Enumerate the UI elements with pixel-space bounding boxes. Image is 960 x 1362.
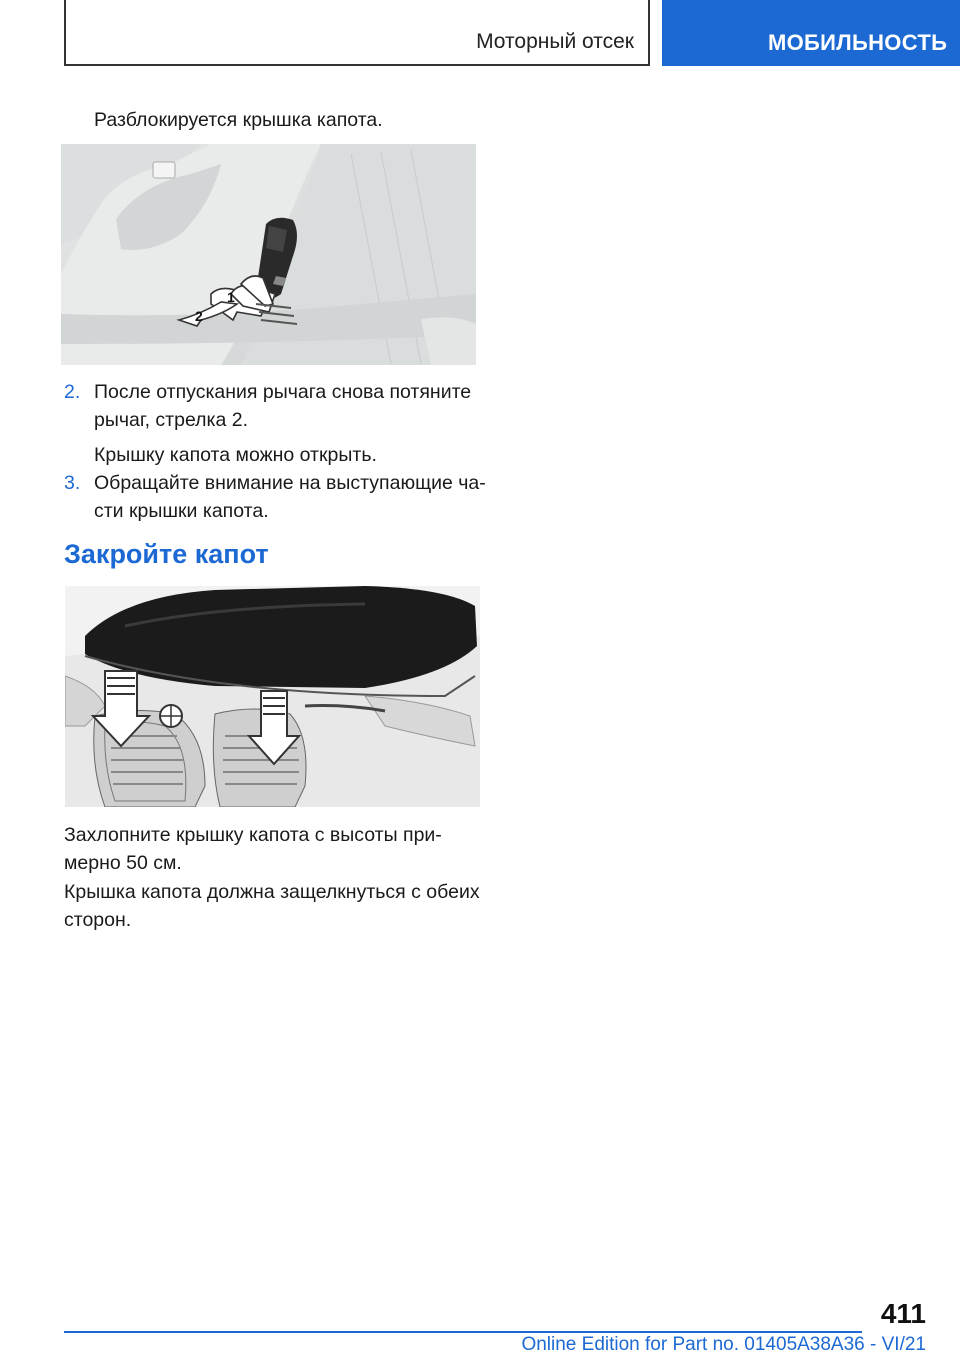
step-3-number: 3. <box>64 472 81 494</box>
close-para-2-line-1: Крышка капота должна защелкнуться с обеих <box>64 881 480 903</box>
page-number: 411 <box>880 1298 926 1329</box>
close-hood-figure <box>65 586 480 807</box>
close-para-1-line-1: Захлопните крышку капота с высоты при- <box>64 824 442 846</box>
callout-1-label: 1 <box>227 289 235 305</box>
close-para-1-line-2: мерно 50 см. <box>64 852 182 874</box>
step-2-line-1: После отпускания рычага снова потяните <box>94 381 472 403</box>
header-section-title: Моторный отсек <box>476 30 634 53</box>
footer-divider <box>64 1331 862 1333</box>
step-2-number: 2. <box>64 381 81 403</box>
step-2-line-2: рычаг, стрелка 2. <box>94 409 249 431</box>
hood-release-lever-figure <box>61 144 476 365</box>
header-chapter-tab[interactable]: МОБИЛЬНОСТЬ <box>662 0 960 66</box>
close-hood-heading: Закройте капот <box>64 539 269 569</box>
callout-2-label: 2 <box>195 308 203 324</box>
step-3-line-1: Обращайте внимание на выступающие ча- <box>94 472 486 494</box>
close-para-2-line-2: сторон. <box>64 909 132 931</box>
header-frame <box>64 0 650 66</box>
step-2-note: Крышку капота можно открыть. <box>94 444 377 466</box>
footer-edition-text: Online Edition for Part no. 01405A38A36 - VI/21 <box>521 1334 926 1355</box>
step-3-line-2: сти крышки капота. <box>94 500 269 522</box>
intro-text: Разблокируется крышка капота. <box>94 109 383 131</box>
